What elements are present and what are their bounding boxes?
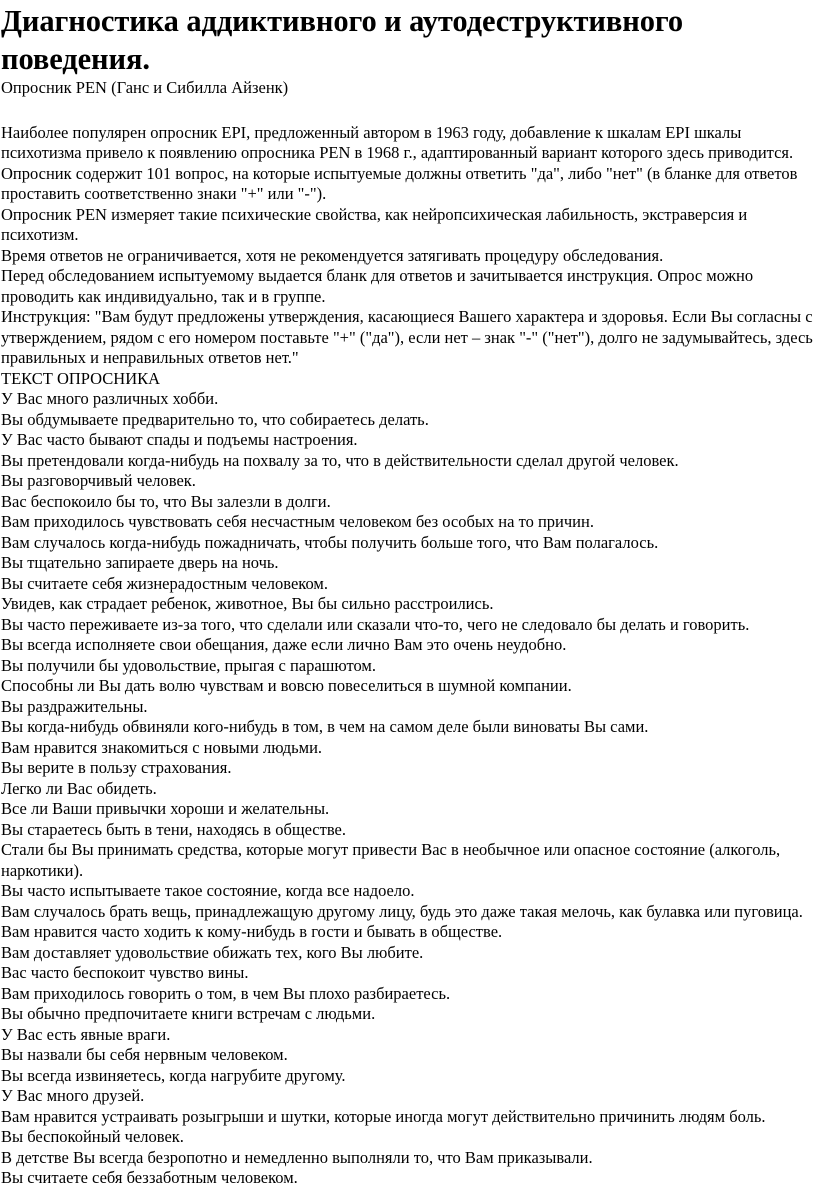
question-item: Вас часто беспокоит чувство вины. — [1, 963, 249, 982]
intro-paragraph: Перед обследованием испытуемому выдается бланк для ответов и зачитывается инструкция. Опрос можно проводить как индивидуально, так и в группе. — [1, 266, 754, 306]
question-item: Вам доставляет удовольствие обижать тех, кого Вы любите. — [1, 942, 424, 962]
intro-paragraph: Время ответов не ограничивается, хотя не рекомендуется затягивать процедуру обследования. — [1, 245, 664, 265]
intro-section — [1, 123, 816, 369]
question-item: Вы считаете себя беззаботным человеком. — [1, 1168, 298, 1187]
section-heading: ТЕКСТ ОПРОСНИКА — [1, 368, 161, 388]
question-item: Вы назвали бы себя нервным человеком. — [1, 1045, 288, 1064]
question-item: Вы раздражительны. — [1, 696, 148, 716]
question-item: Вам случалось когда-нибудь пожадничать, чтобы получить больше того, что Вам полагалось. — [1, 532, 659, 552]
question-item: Вы часто переживаете из-за того, что сделали или сказали что-то, чего не следовало бы делать и говорить. — [1, 614, 750, 634]
question-item: Вам нравится знакомиться с новыми людьми. — [1, 737, 323, 757]
intro-paragraph: Опросник PEN измеряет такие психические свойства, как нейропсихическая лабильность, экстраверсия и психотизм. — [1, 204, 748, 244]
document-subtitle: Опросник PEN (Ганс и Сибилла Айзенк) — [1, 78, 289, 97]
question-item: У Вас много друзей. — [1, 1086, 145, 1105]
question-item: Вам нравится часто ходить к кому-нибудь в гости и бывать в обществе. — [1, 922, 503, 941]
question-item: Вы претендовали когда-нибудь на похвалу за то, что в действительности сделал другой человек. — [1, 450, 679, 470]
question-item: Вы обдумываете предварительно то, что собираетесь делать. — [1, 409, 429, 429]
question-item: У Вас есть явные враги. — [1, 1024, 171, 1044]
question-item: Вам приходилось говорить о том, в чем Вы плохо разбираетесь. — [1, 983, 451, 1003]
question-item: Вы тщательно запираете дверь на ночь. — [1, 553, 279, 572]
question-item: Вам случалось брать вещь, принадлежащую другому лицу, будь это даже такая мелочь, как булавка или пуговица. — [1, 901, 803, 921]
question-item: Вам нравится устраивать розыгрыши и шутки, которые иногда могут действительно причинить людям боль. — [1, 1106, 766, 1126]
question-item: Вы стараетесь быть в тени, находясь в обществе. — [1, 819, 346, 839]
instruction-paragraph: Инструкция: "Вам будут предложены утверждения, касающиеся Вашего характера и здоровья. Если Вы согласны с утверждением, рядом с его номером поставьте "+" ("да"), если нет – знак "-" ("нет"), долго не задумывайтесь, здесь правильных и неправильных ответов нет." — [1, 307, 813, 367]
question-item: Вы верите в пользу страхования. — [1, 758, 232, 777]
question-item: Вы разговорчивый человек. — [1, 471, 196, 490]
question-item: Стали бы Вы принимать средства, которые могут привести Вас в необычное или опасное состояние (алкоголь, наркотики). — [1, 840, 781, 880]
question-item: Вы часто испытываете такое состояние, когда все надоело. — [1, 881, 415, 900]
question-item: Вы всегда извиняетесь, когда нагрубите другому. — [1, 1065, 346, 1085]
intro-paragraph: Наиболее популярен опросник EPI, предложенный автором в 1963 году, добавление к шкалам EPI шкалы психотизма привело к появлению опросника PEN в 1968 г., адаптированный вариант которого здесь приводится. — [1, 122, 794, 162]
question-item: Все ли Ваши привычки хороши и желательны. — [1, 799, 330, 818]
question-item: Вы всегда исполняете свои обещания, даже если лично Вам это очень неудобно. — [1, 635, 567, 654]
question-item: Вы считаете себя жизнерадостным человеком. — [1, 573, 328, 593]
question-item: У Вас много различных хобби. — [1, 389, 219, 408]
question-item: Вы обычно предпочитаете книги встречам с людьми. — [1, 1004, 376, 1023]
question-item: Легко ли Вас обидеть. — [1, 778, 157, 798]
question-item: Вы беспокойный человек. — [1, 1127, 184, 1146]
question-item: У Вас часто бывают спады и подъемы настроения. — [1, 430, 358, 449]
intro-paragraph: Опросник содержит 101 вопрос, на которые испытуемые должны ответить "да", либо "нет" (в бланке для ответов проставить соответственно знаки "+" или "-"). — [1, 163, 798, 203]
question-item: Вы получили бы удовольствие, прыгая с парашютом. — [1, 655, 376, 675]
question-item: Увидев, как страдает ребенок, животное, Вы бы сильно расстроились. — [1, 594, 494, 613]
question-item: В детстве Вы всегда безропотно и немедленно выполняли то, что Вам приказывали. — [1, 1147, 593, 1167]
question-item: Вам приходилось чувствовать себя несчастным человеком без особых на то причин. — [1, 512, 594, 531]
question-item: Вы когда-нибудь обвиняли кого-нибудь в том, в чем на самом деле были виноваты Вы сами. — [1, 717, 649, 736]
question-item: Вас беспокоило бы то, что Вы залезли в долги. — [1, 491, 331, 511]
document-title: Диагностика аддиктивного и аутодеструктивного поведения. — [1, 4, 684, 76]
question-item: Способны ли Вы дать волю чувствам и вовсю повеселиться в шумной компании. — [1, 676, 572, 695]
question-list — [1, 389, 816, 1189]
